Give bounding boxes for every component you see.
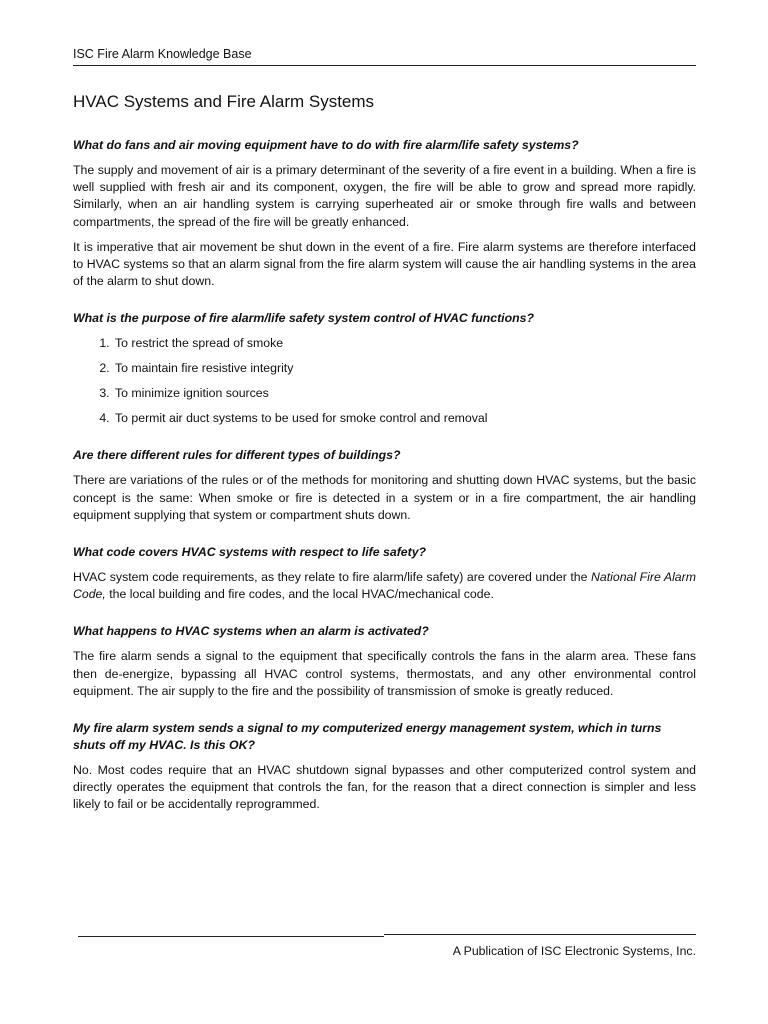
header-rule: [73, 65, 696, 66]
code-name-italic: National Fire Alarm Code,: [73, 570, 696, 602]
document-body: [73, 137, 696, 822]
question-purpose: What is the purpose of fire alarm/life safety system control of HVAC functions?: [73, 311, 534, 326]
answer-fans-air-p2: It is imperative that air movement be shut down in the event of a fire. Fire alarm systems are therefore interfaced to HVAC systems so that an alarm signal from the fire alarm system will cause the air handling systems in the area of the alarm to shut down.: [73, 239, 696, 289]
footer-publication: A Publication of ISC Electronic Systems, Inc.: [452, 944, 696, 958]
document-title: HVAC Systems and Fire Alarm Systems: [73, 92, 375, 111]
answer-code: [73, 569, 696, 603]
list-item: 4. To permit air duct systems to be used for smoke control and removal: [113, 410, 696, 427]
footer-rule-left: [78, 936, 384, 937]
answer-code-before: HVAC system code requirements, as they relate to fire alarm/life safety) are covered under the: [73, 570, 591, 585]
answer-energy-management: No. Most codes require that an HVAC shutdown signal bypasses and other computerized control system and directly operates the equipment that controls the fan, for the reason that a direct connection is simpler and less likely to fail or be accidentally reprogrammed.: [73, 763, 696, 812]
answer-code-after: the local building and fire codes, and the local HVAC/mechanical code.: [105, 587, 494, 602]
question-code: What code covers HVAC systems with respect to life safety?: [73, 545, 427, 560]
question-alarm-activated: What happens to HVAC systems when an alarm is activated?: [73, 624, 429, 639]
question-energy-management: My fire alarm system sends a signal to my computerized energy management system, which in turns shuts off my HVAC. Is this OK?: [73, 721, 662, 753]
purpose-list: [73, 335, 696, 427]
question-fans-air: What do fans and air moving equipment have to do with fire alarm/life safety systems?: [73, 138, 579, 152]
answer-building-types: There are variations of the rules or of the methods for monitoring and shutting down HVAC systems, but the basic concept is the same: When smoke or fire is detected in a system or in a fire compartment, the air handling equipment supplying that system or compartment shuts down.: [73, 473, 696, 522]
header-title: ISC Fire Alarm Knowledge Base: [73, 47, 252, 61]
list-item: 2. To maintain fire resistive integrity: [113, 360, 696, 377]
answer-alarm-activated: The fire alarm sends a signal to the equipment that specifically controls the fans in the alarm area. These fans then de-energize, bypassing all HVAC control systems, thermostats, and any other environmental control equipment. The air supply to the fire and the possibility of transmission of smoke is greatly reduced.: [73, 649, 696, 698]
footer-rule-right: [384, 934, 696, 935]
list-item: 3. To minimize ignition sources: [113, 385, 696, 402]
list-item: 1. To restrict the spread of smoke: [113, 335, 696, 352]
question-building-types: Are there different rules for different types of buildings?: [73, 448, 401, 463]
answer-fans-air-p1: The supply and movement of air is a primary determinant of the severity of a fire event in a building. When a fire is well supplied with fresh air and its component, oxygen, the fire will be able to grow and spread more rapidly. Similarly, when an air handling system is carrying superheated air or smoke through fire walls and between compartments, the spread of the fire will be greatly enhanced.: [73, 163, 696, 229]
